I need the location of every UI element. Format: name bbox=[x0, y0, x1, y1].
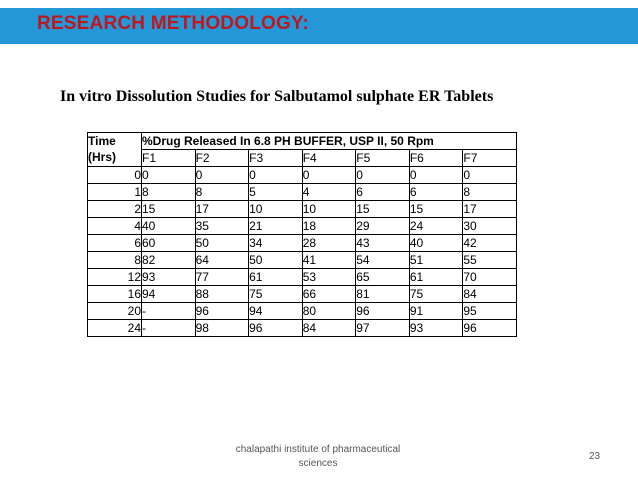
time-cell: 16 bbox=[88, 286, 142, 303]
release-value-cell: 66 bbox=[302, 286, 356, 303]
release-value-cell: 96 bbox=[249, 320, 303, 337]
release-value-cell: 34 bbox=[249, 235, 303, 252]
release-value-cell: 41 bbox=[302, 252, 356, 269]
formulation-header-f1: F1 bbox=[142, 150, 196, 167]
formulation-header-f2: F2 bbox=[195, 150, 249, 167]
drug-release-group-header: %Drug Released In 6.8 PH BUFFER, USP II, 50 Rpm bbox=[142, 133, 517, 150]
release-value-cell: 8 bbox=[195, 184, 249, 201]
release-value-cell: 61 bbox=[409, 269, 463, 286]
table-row bbox=[88, 167, 517, 184]
time-cell: 6 bbox=[88, 235, 142, 252]
release-value-cell: 40 bbox=[409, 235, 463, 252]
release-value-cell: 29 bbox=[356, 218, 410, 235]
release-value-cell: 96 bbox=[463, 320, 517, 337]
time-cell: 8 bbox=[88, 252, 142, 269]
formulation-header-f4: F4 bbox=[302, 150, 356, 167]
release-value-cell: 0 bbox=[463, 167, 517, 184]
table-row bbox=[88, 320, 517, 337]
release-value-cell: - bbox=[142, 303, 196, 320]
release-value-cell: 94 bbox=[249, 303, 303, 320]
dissolution-table bbox=[87, 132, 517, 337]
release-value-cell: 17 bbox=[463, 201, 517, 218]
release-value-cell: 30 bbox=[463, 218, 517, 235]
release-value-cell: 43 bbox=[356, 235, 410, 252]
footer-institution bbox=[218, 443, 418, 471]
release-value-cell: 60 bbox=[142, 235, 196, 252]
release-value-cell: 4 bbox=[302, 184, 356, 201]
release-value-cell: 0 bbox=[302, 167, 356, 184]
time-column-header bbox=[88, 133, 142, 167]
release-value-cell: 28 bbox=[302, 235, 356, 252]
release-value-cell: 84 bbox=[463, 286, 517, 303]
table-header-row bbox=[88, 133, 517, 150]
release-value-cell: 84 bbox=[302, 320, 356, 337]
time-cell: 4 bbox=[88, 218, 142, 235]
release-value-cell: 75 bbox=[409, 286, 463, 303]
table-row bbox=[88, 218, 517, 235]
release-value-cell: 0 bbox=[409, 167, 463, 184]
release-value-cell: 8 bbox=[142, 184, 196, 201]
release-value-cell: 21 bbox=[249, 218, 303, 235]
release-value-cell: 17 bbox=[195, 201, 249, 218]
release-value-cell: 35 bbox=[195, 218, 249, 235]
time-header-label: Time bbox=[88, 134, 116, 148]
release-value-cell: - bbox=[142, 320, 196, 337]
page-number: 23 bbox=[589, 451, 601, 462]
time-cell: 12 bbox=[88, 269, 142, 286]
slide-title: RESEARCH METHODOLOGY: bbox=[37, 13, 309, 34]
release-value-cell: 70 bbox=[463, 269, 517, 286]
time-cell: 0 bbox=[88, 167, 142, 184]
release-value-cell: 51 bbox=[409, 252, 463, 269]
release-value-cell: 15 bbox=[142, 201, 196, 218]
table-row bbox=[88, 201, 517, 218]
release-value-cell: 65 bbox=[356, 269, 410, 286]
table-row bbox=[88, 269, 517, 286]
footer-line-1: chalapathi institute of pharmaceutical bbox=[235, 444, 401, 455]
release-value-cell: 96 bbox=[195, 303, 249, 320]
release-value-cell: 42 bbox=[463, 235, 517, 252]
release-value-cell: 10 bbox=[249, 201, 303, 218]
formulation-header-f3: F3 bbox=[249, 150, 303, 167]
release-value-cell: 64 bbox=[195, 252, 249, 269]
time-cell: 1 bbox=[88, 184, 142, 201]
release-value-cell: 15 bbox=[409, 201, 463, 218]
release-value-cell: 5 bbox=[249, 184, 303, 201]
release-value-cell: 77 bbox=[195, 269, 249, 286]
formulation-header-f6: F6 bbox=[409, 150, 463, 167]
time-cell: 24 bbox=[88, 320, 142, 337]
formulation-header-row bbox=[88, 150, 517, 167]
release-value-cell: 0 bbox=[356, 167, 410, 184]
table-row bbox=[88, 235, 517, 252]
formulation-header-f5: F5 bbox=[356, 150, 410, 167]
time-cell: 20 bbox=[88, 303, 142, 320]
release-value-cell: 96 bbox=[356, 303, 410, 320]
release-value-cell: 8 bbox=[463, 184, 517, 201]
release-value-cell: 80 bbox=[302, 303, 356, 320]
release-value-cell: 0 bbox=[195, 167, 249, 184]
release-value-cell: 55 bbox=[463, 252, 517, 269]
release-value-cell: 54 bbox=[356, 252, 410, 269]
release-value-cell: 94 bbox=[142, 286, 196, 303]
footer-line-2: sciences bbox=[298, 458, 338, 469]
release-value-cell: 91 bbox=[409, 303, 463, 320]
release-value-cell: 75 bbox=[249, 286, 303, 303]
release-value-cell: 6 bbox=[409, 184, 463, 201]
table-body bbox=[88, 167, 517, 337]
table-row bbox=[88, 184, 517, 201]
release-value-cell: 81 bbox=[356, 286, 410, 303]
release-value-cell: 10 bbox=[302, 201, 356, 218]
release-value-cell: 53 bbox=[302, 269, 356, 286]
table-row bbox=[88, 286, 517, 303]
table-row bbox=[88, 303, 517, 320]
release-value-cell: 18 bbox=[302, 218, 356, 235]
release-value-cell: 93 bbox=[409, 320, 463, 337]
release-value-cell: 93 bbox=[142, 269, 196, 286]
release-value-cell: 98 bbox=[195, 320, 249, 337]
table-caption: In vitro Dissolution Studies for Salbutamol sulphate ER Tablets bbox=[60, 88, 494, 105]
time-cell: 2 bbox=[88, 201, 142, 218]
table-row bbox=[88, 252, 517, 269]
release-value-cell: 0 bbox=[249, 167, 303, 184]
release-value-cell: 0 bbox=[142, 167, 196, 184]
time-header-unit: (Hrs) bbox=[88, 150, 117, 164]
release-value-cell: 50 bbox=[195, 235, 249, 252]
release-value-cell: 88 bbox=[195, 286, 249, 303]
release-value-cell: 50 bbox=[249, 252, 303, 269]
release-value-cell: 15 bbox=[356, 201, 410, 218]
release-value-cell: 82 bbox=[142, 252, 196, 269]
release-value-cell: 24 bbox=[409, 218, 463, 235]
release-value-cell: 61 bbox=[249, 269, 303, 286]
formulation-header-f7: F7 bbox=[463, 150, 517, 167]
release-value-cell: 40 bbox=[142, 218, 196, 235]
release-value-cell: 6 bbox=[356, 184, 410, 201]
release-value-cell: 95 bbox=[463, 303, 517, 320]
release-value-cell: 97 bbox=[356, 320, 410, 337]
